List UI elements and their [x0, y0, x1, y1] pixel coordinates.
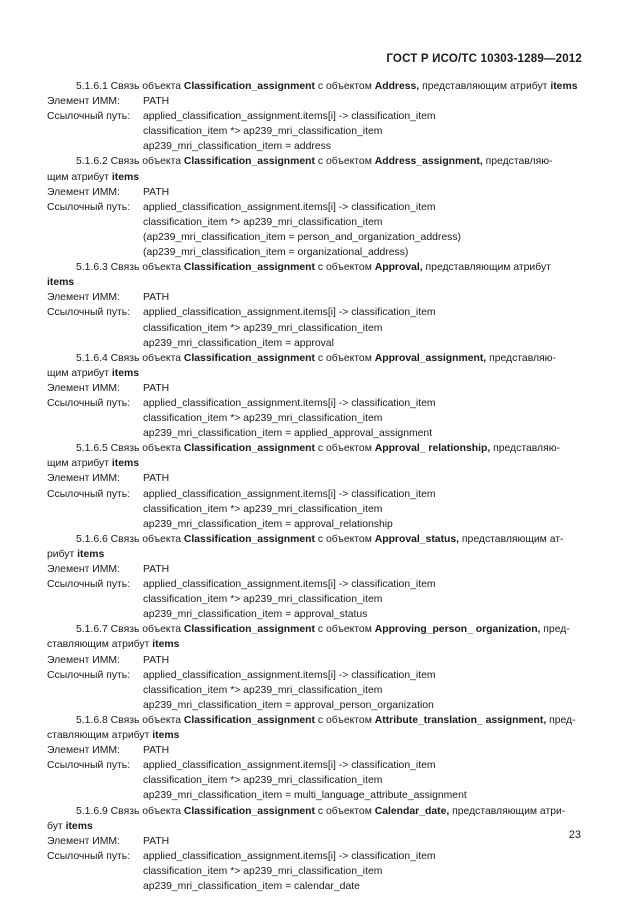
element-label: Элемент ИММ:: [47, 654, 120, 666]
section-number: 5.1.6.2 Связь объекта: [76, 156, 184, 168]
ref-path-row: [47, 305, 585, 320]
ref-path-value: applied_classification_assignment.items[i] -> classification_item: [143, 579, 436, 591]
ref-path-value: classification_item *> ap239_mri_classification_item: [143, 503, 383, 515]
entity-name: Classification_assignment: [183, 352, 315, 364]
target-entity: Calendar_date,: [374, 805, 450, 817]
ref-path-value: classification_item *> ap239_mri_classification_item: [143, 216, 383, 228]
entity-name: Classification_assignment: [183, 624, 315, 636]
ref-path-value: ap239_mri_classification_item = address: [143, 141, 331, 153]
element-label: Элемент ИММ:: [47, 382, 120, 394]
ref-path-label: Ссылочный путь:: [47, 201, 131, 213]
target-entity: Address_assignment,: [374, 156, 483, 168]
relation-tail-cont: щим атрибут: [47, 367, 112, 379]
relation-text: с объектом: [314, 624, 375, 636]
relation-text: с объектом: [314, 714, 375, 726]
ref-path-value: ap239_mri_classification_item = approval: [143, 337, 334, 349]
ref-path-label: Ссылочный путь:: [47, 760, 131, 772]
relation-tail: представляю-: [490, 443, 560, 455]
ref-path-label: Ссылочный путь:: [47, 579, 131, 591]
section-heading: [47, 351, 585, 366]
attribute-name: items: [152, 639, 180, 651]
attribute-name: items: [47, 277, 75, 289]
section-number: 5.1.6.4 Связь объекта: [76, 352, 184, 364]
ref-path-row: [47, 668, 585, 683]
ref-path-value: (ap239_mri_classification_item = organizational_address): [143, 247, 409, 259]
attribute-name: items: [111, 367, 139, 379]
ref-path-value: ap239_mri_classification_item = applied_approval_assignment: [143, 428, 433, 440]
section-heading: [47, 441, 585, 456]
relation-text: с объектом: [314, 533, 375, 545]
element-label: Элемент ИММ:: [47, 473, 120, 485]
relation-tail: пред-: [546, 714, 576, 726]
relation-tail-cont: рибут: [47, 548, 78, 560]
section-heading: [47, 79, 585, 94]
entity-name: Classification_assignment: [183, 533, 315, 545]
attribute-name: items: [65, 820, 93, 832]
target-entity: Approval_status,: [374, 533, 460, 545]
element-value: PATH: [143, 186, 170, 198]
ref-path-row: [47, 849, 585, 864]
ref-path-value: ap239_mri_classification_item = approval_person_organization: [143, 699, 434, 711]
document-header: ГОСТ Р ИСО/ТС 10303-1289—2012: [386, 53, 582, 65]
relation-text: с объектом: [314, 352, 375, 364]
target-entity: Approval_ relationship,: [374, 443, 491, 455]
section-heading: [47, 260, 585, 275]
relation-tail: представляющим атрибут: [422, 262, 551, 274]
element-label: Элемент ИММ:: [47, 292, 120, 304]
section-heading-cont: [47, 456, 585, 471]
element-label: Элемент ИММ:: [47, 835, 120, 847]
ref-path-label: Ссылочный путь:: [47, 307, 131, 319]
section-number: 5.1.6.6 Связь объекта: [76, 533, 184, 545]
ref-path-row: [47, 109, 585, 124]
element-row: [47, 94, 585, 109]
document-body: [47, 79, 585, 894]
element-value: PATH: [143, 292, 170, 304]
section-number: 5.1.6.5 Связь объекта: [76, 443, 184, 455]
element-row: [47, 185, 585, 200]
ref-path-value: classification_item *> ap239_mri_classification_item: [143, 322, 383, 334]
section-number: 5.1.6.7 Связь объекта: [76, 624, 184, 636]
relation-text: с объектом: [314, 81, 375, 92]
element-label: Элемент ИММ:: [47, 745, 120, 757]
section-heading-cont: [47, 547, 585, 562]
ref-path-value: applied_classification_assignment.items[i] -> classification_item: [143, 397, 436, 409]
ref-path-value: classification_item *> ap239_mri_classification_item: [143, 413, 383, 425]
ref-path-label: Ссылочный путь:: [47, 397, 131, 409]
section-heading-cont: [47, 170, 585, 185]
section-number: 5.1.6.8 Связь объекта: [76, 714, 184, 726]
ref-path-row: [47, 396, 585, 411]
ref-path-value: applied_classification_assignment.items[i] -> classification_item: [143, 201, 436, 213]
relation-tail: пред-: [540, 624, 570, 636]
element-label: Элемент ИММ:: [47, 186, 120, 198]
relation-text: с объектом: [314, 262, 375, 274]
ref-path-value: ap239_mri_classification_item = approval_status: [143, 609, 368, 621]
entity-name: Classification_assignment: [183, 156, 315, 168]
section-heading: [47, 622, 585, 637]
element-row: [47, 743, 585, 758]
element-row: [47, 471, 585, 486]
ref-path-value: applied_classification_assignment.items[i] -> classification_item: [143, 850, 436, 862]
ref-path-label: Ссылочный путь:: [47, 488, 131, 500]
relation-text: с объектом: [314, 443, 375, 455]
attribute-name: items: [152, 730, 180, 742]
attribute-name: items: [547, 81, 578, 92]
element-value: PATH: [143, 564, 170, 575]
relation-tail-cont: ставляющим атрибут: [47, 639, 153, 651]
element-label: Элемент ИММ:: [47, 96, 120, 108]
entity-name: Classification_assignment: [183, 805, 315, 817]
relation-tail: представляющим атри-: [449, 805, 566, 817]
relation-tail-cont: ставляющим атрибут: [47, 730, 153, 742]
ref-path-value: ap239_mri_classification_item = approval_relationship: [143, 518, 393, 530]
ref-path-row: [47, 200, 585, 215]
ref-path-value: applied_classification_assignment.items[i] -> classification_item: [143, 111, 436, 123]
element-row: [47, 562, 585, 577]
section-heading: [47, 713, 585, 728]
element-label: Элемент ИММ:: [47, 564, 120, 575]
section-heading-cont: [47, 819, 585, 834]
ref-path-value: classification_item *> ap239_mri_classification_item: [143, 684, 383, 696]
relation-tail-cont: щим атрибут: [47, 171, 112, 183]
element-value: PATH: [143, 654, 170, 666]
element-value: PATH: [143, 745, 170, 757]
ref-path-value: classification_item *> ap239_mri_classification_item: [143, 594, 383, 606]
element-row: [47, 834, 585, 849]
element-value: PATH: [143, 96, 170, 108]
element-row: [47, 290, 585, 305]
element-value: PATH: [143, 835, 170, 847]
attribute-name: items: [77, 548, 105, 560]
attribute-name: items: [111, 458, 139, 470]
ref-path-value: ap239_mri_classification_item = calendar_date: [143, 880, 360, 892]
ref-path-value: applied_classification_assignment.items[i] -> classification_item: [143, 669, 436, 681]
element-row: [47, 381, 585, 396]
target-entity: Approval_assignment,: [374, 352, 487, 364]
section-number: 5.1.6.1 Связь объекта: [76, 81, 184, 92]
relation-tail: представляю-: [482, 156, 553, 168]
section-heading-cont: [47, 637, 585, 652]
entity-name: Classification_assignment: [183, 443, 315, 455]
relation-tail: представляющим ат-: [459, 533, 564, 545]
section-heading: [47, 532, 585, 547]
page-number: 23: [568, 829, 581, 841]
ref-path-value: classification_item *> ap239_mri_classification_item: [143, 775, 383, 787]
relation-tail: представляю-: [486, 352, 556, 364]
target-entity: Address,: [374, 81, 420, 92]
element-value: PATH: [143, 382, 170, 394]
relation-tail-cont: щим атрибут: [47, 458, 112, 470]
target-entity: Attribute_translation_ assignment,: [374, 714, 547, 726]
ref-path-label: Ссылочный путь:: [47, 111, 131, 123]
relation-tail: представляющим атрибут: [419, 81, 548, 92]
element-row: [47, 653, 585, 668]
ref-path-label: Ссылочный путь:: [47, 850, 131, 862]
entity-name: Classification_assignment: [183, 714, 315, 726]
ref-path-value: applied_classification_assignment.items[i] -> classification_item: [143, 760, 436, 772]
ref-path-value: ap239_mri_classification_item = multi_language_attribute_assignment: [143, 790, 467, 802]
entity-name: Classification_assignment: [183, 81, 315, 92]
section-heading-cont: [47, 728, 585, 743]
ref-path-value: applied_classification_assignment.items[i] -> classification_item: [143, 488, 436, 500]
section-heading-cont: [47, 366, 585, 381]
section-heading-cont: [47, 275, 585, 290]
ref-path-value: classification_item *> ap239_mri_classification_item: [143, 865, 383, 877]
ref-path-row: [47, 758, 585, 773]
ref-path-value: applied_classification_assignment.items[i] -> classification_item: [143, 307, 436, 319]
target-entity: Approval,: [374, 262, 423, 274]
ref-path-value: (ap239_mri_classification_item = person_and_organization_address): [143, 231, 461, 243]
ref-path-row: [47, 487, 585, 502]
ref-path-row: [47, 577, 585, 592]
section-number: 5.1.6.3 Связь объекта: [76, 262, 184, 274]
section-heading: [47, 154, 585, 169]
element-value: PATH: [143, 473, 170, 485]
section-number: 5.1.6.9 Связь объекта: [76, 805, 184, 817]
attribute-name: items: [111, 171, 139, 183]
relation-tail-cont: бут: [47, 820, 66, 832]
target-entity: Approving_person_ organization,: [374, 624, 541, 636]
entity-name: Classification_assignment: [183, 262, 315, 274]
ref-path-label: Ссылочный путь:: [47, 669, 131, 681]
ref-path-value: classification_item *> ap239_mri_classification_item: [143, 126, 383, 138]
relation-text: с объектом: [314, 156, 375, 168]
relation-text: с объектом: [314, 805, 375, 817]
section-heading: [47, 804, 585, 819]
